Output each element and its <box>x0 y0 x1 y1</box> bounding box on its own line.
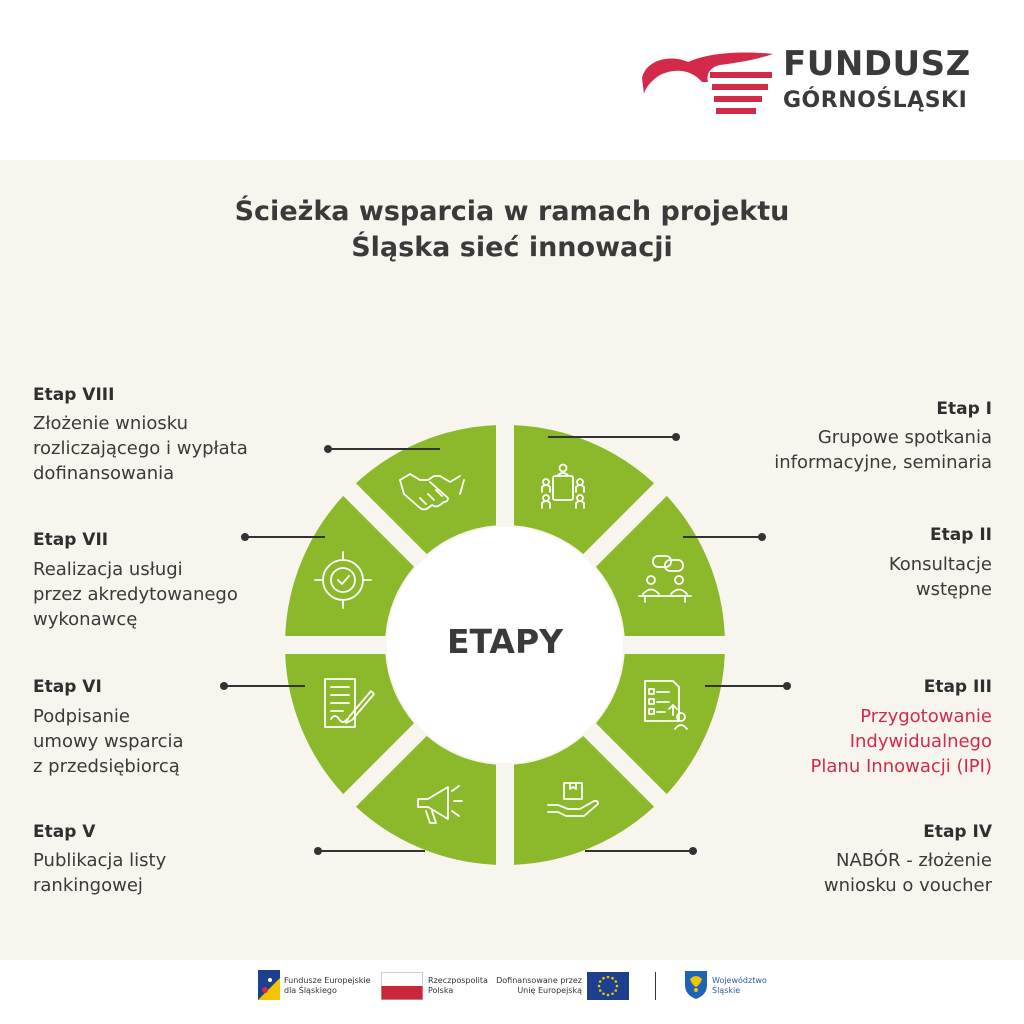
eu-star <box>614 980 617 983</box>
stage-1-title: Etap I <box>936 399 992 419</box>
eu-star <box>602 992 605 995</box>
polish-flag-icon <box>381 972 423 1000</box>
stage-2-title: Etap II <box>930 525 992 545</box>
page-title: Ścieżka wsparcia w ramach projektu <box>234 196 790 227</box>
page-subtitle: Śląska sieć innowacji <box>351 232 673 263</box>
stage-2-description: Konsultacje wstępne <box>888 554 992 600</box>
brand-subname: GÓRNOŚLĄSKI <box>783 88 968 113</box>
fe-logo-icon <box>258 970 280 1000</box>
stage-1-description: Grupowe spotkania informacyjne, seminaria <box>774 427 992 473</box>
fe-logo-text: Fundusze Europejskie dla Śląskiego <box>284 976 371 995</box>
connector-dot-5 <box>314 847 322 855</box>
ue-logo-text: Dofinansowane przez Unię Europejską <box>496 976 582 995</box>
footer <box>0 960 1024 1024</box>
stage-6-title: Etap VI <box>33 677 102 697</box>
footer-divider <box>655 972 656 1000</box>
rp-logo-text: Rzeczpospolita Polska <box>428 976 488 995</box>
connector-dot-8 <box>324 445 332 453</box>
connector-dot-7 <box>241 533 249 541</box>
ws-logo-text: Województwo Śląskie <box>712 976 767 995</box>
eu-star <box>611 977 614 980</box>
eu-star <box>611 992 614 995</box>
stage-3-title: Etap III <box>923 677 992 697</box>
stage-4-title: Etap IV <box>923 822 992 842</box>
stage-8-description: Złożenie wniosku rozliczającego i wypłata dofinansowania <box>33 413 248 484</box>
eu-star <box>602 977 605 980</box>
eu-star <box>616 985 619 988</box>
center-label: ETAPY <box>446 622 564 661</box>
stage-7-description: Realizacja usługi przez akredytowanego wykonawcę <box>33 559 238 630</box>
eu-star <box>598 985 601 988</box>
stage-5-title: Etap V <box>33 822 96 842</box>
stage-5-description: Publikacja listy rankingowej <box>33 850 167 896</box>
connector-dot-6 <box>220 682 228 690</box>
eu-star <box>607 994 610 997</box>
eu-star <box>599 989 602 992</box>
stage-8-title: Etap VIII <box>33 385 115 405</box>
eu-flag-icon <box>587 972 629 1000</box>
stage-6-description: Podpisanie umowy wsparcia z przedsiębiorcą <box>33 706 184 777</box>
stage-4-description: NABÓR - złożenie wniosku o voucher <box>823 850 992 896</box>
silesia-crest-icon <box>684 970 708 1000</box>
eu-star <box>607 976 610 979</box>
eu-star <box>599 980 602 983</box>
stage-7-title: Etap VII <box>33 530 109 550</box>
eu-star <box>614 989 617 992</box>
brand-name: FUNDUSZ <box>783 44 971 84</box>
stage-3-description: Przygotowanie Indywidualnego Planu Innowacji (IPI) <box>810 706 992 777</box>
